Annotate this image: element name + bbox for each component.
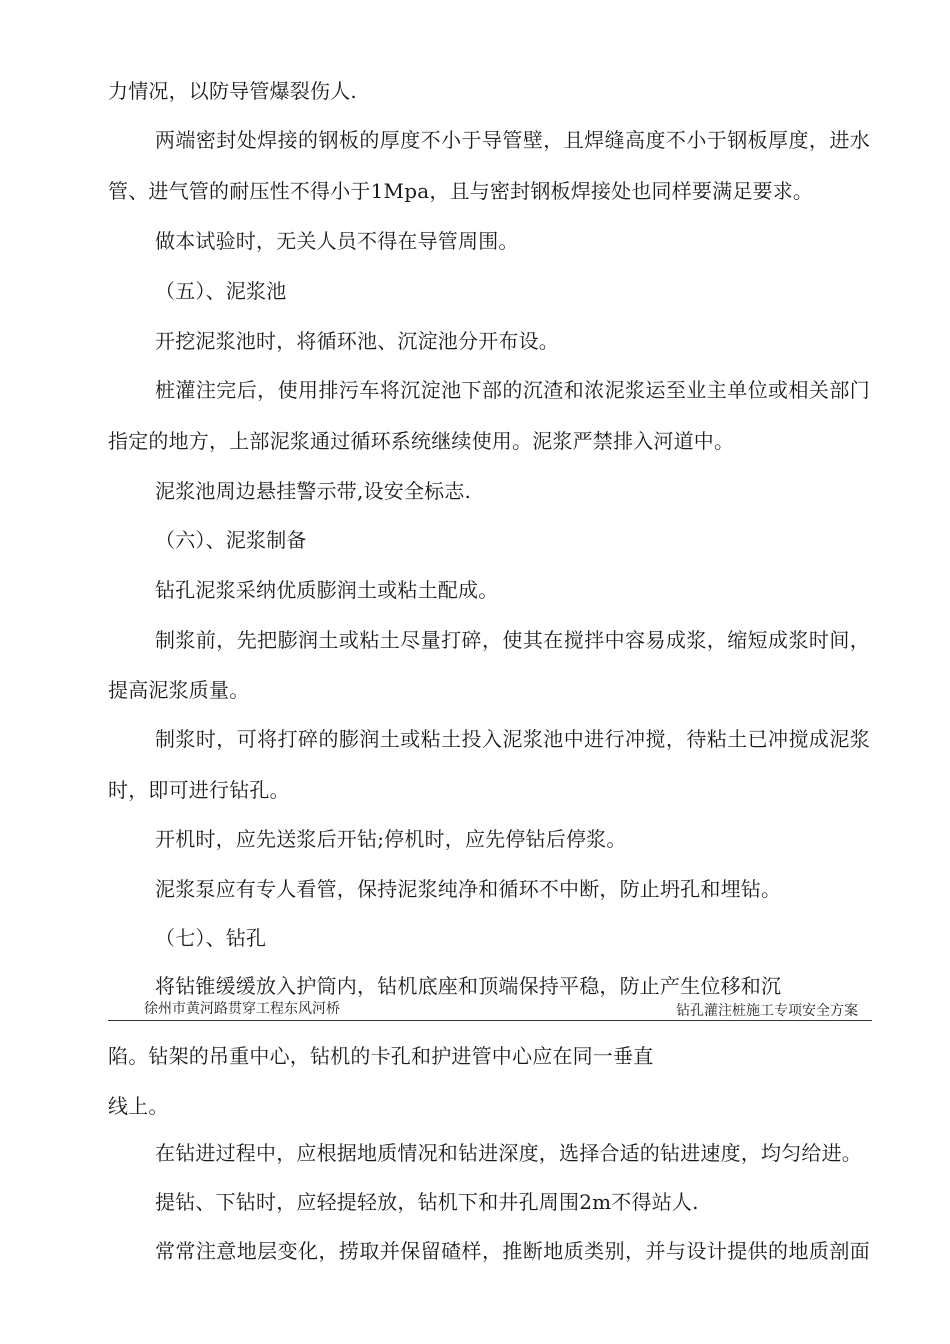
paragraph-line: 制浆前，先把膨润土或粘土尽量打碎，使其在搅拌中容易成浆，缩短成浆时间， (155, 628, 870, 652)
paragraph-line: 制浆时，可将打碎的膨润土或粘土投入泥浆池中进行冲搅，待粘土已冲搅成泥浆 (155, 727, 870, 751)
paragraph-line: 陷。钻架的吊重中心，钻机的卡孔和护进管中心应在同一垂直 (108, 1044, 654, 1068)
section-heading: （六）、泥浆制备 (155, 528, 307, 552)
footer-document-title: 钻孔灌注桩施工专项安全方案 (676, 1003, 858, 1019)
paragraph-line: 两端密封处焊接的钢板的厚度不小于导管壁，且焊缝高度不小于钢板厚度，进水 (155, 128, 870, 152)
paragraph-line: 力情况，以防导管爆裂伤人. (108, 79, 357, 103)
section-heading: （五）、泥浆池 (155, 279, 287, 303)
paragraph-line: 钻孔泥浆采纳优质膨润土或粘土配成。 (155, 578, 499, 602)
paragraph-line: 在钻进过程中，应根据地质情况和钻进深度，选择合适的钻进速度，均匀给进。 (155, 1141, 862, 1165)
paragraph-line: 时，即可进行钻孔。 (108, 778, 290, 802)
paragraph-line: 管、进气管的耐压性不得小于1Mpa，且与密封钢板焊接处也同样要满足要求。 (108, 179, 814, 203)
paragraph-line: 提高泥浆质量。 (108, 678, 250, 702)
paragraph-line: 开挖泥浆池时，将循环池、沉淀池分开布设。 (155, 329, 559, 353)
paragraph-line: 指定的地方，上部泥浆通过循环系统继续使用。泥浆严禁排入河道中。 (108, 429, 735, 453)
section-heading: （七）、钻孔 (155, 926, 267, 950)
paragraph-line: 线上。 (108, 1094, 169, 1118)
paragraph-line: 开机时，应先送浆后开钻;停机时，应先停钻后停浆。 (155, 827, 627, 851)
paragraph-line: 桩灌注完后，使用排污车将沉淀池下部的沉渣和浓泥浆运至业主单位或相关部门 (155, 378, 870, 402)
paragraph-line: 提钻、下钻时，应轻提轻放，钻机下和井孔周围2m不得站人. (155, 1190, 699, 1214)
paragraph-line: 做本试验时，无关人员不得在导管周围。 (155, 229, 519, 253)
paragraph-line: 泥浆泵应有专人看管，保持泥浆纯净和循环不中断，防止坍孔和埋钻。 (155, 877, 782, 901)
paragraph-line: 泥浆池周边悬挂警示带,设安全标志. (155, 479, 472, 503)
paragraph-line: 将钻锥缓缓放入护筒内，钻机底座和顶端保持平稳，防止产生位移和沉 (155, 974, 782, 998)
page-footer (108, 998, 872, 1021)
paragraph-line: 常常注意地层变化，捞取并保留碴样，推断地质类别，并与设计提供的地质剖面 (155, 1239, 870, 1263)
footer-project-name: 徐州市黄河路贯穿工程东风河桥 (144, 1001, 340, 1017)
